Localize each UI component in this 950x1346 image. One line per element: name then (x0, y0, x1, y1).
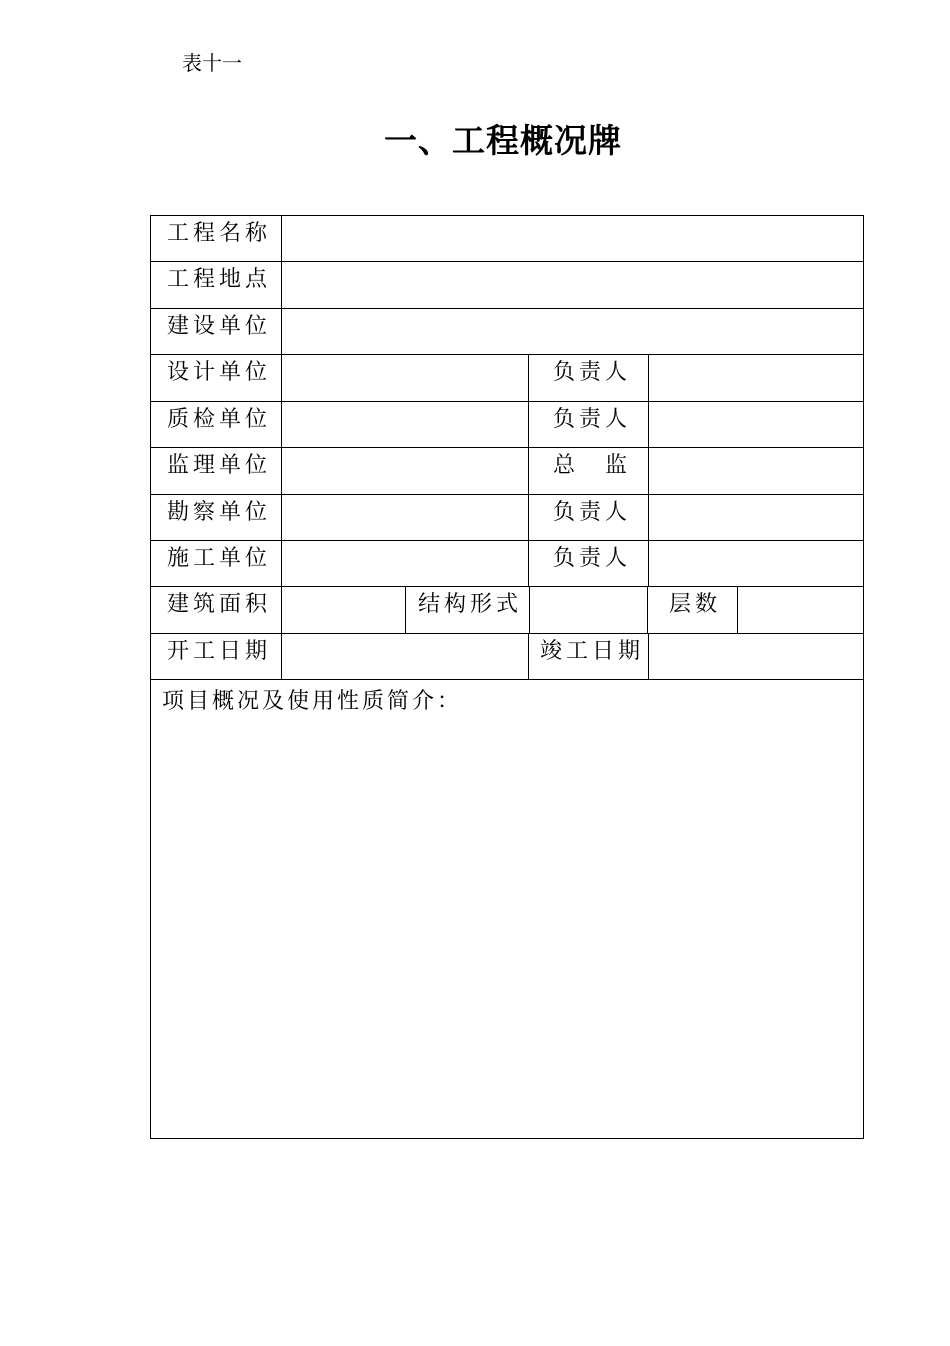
page-title: 一、工程概况牌 (384, 121, 622, 160)
chief-supervisor-label: 总 监 (553, 453, 632, 478)
column-divider (405, 586, 406, 633)
project-location-label: 工程地点 (167, 267, 272, 292)
construction-responsible-label: 负责人 (553, 546, 632, 571)
column-divider (648, 354, 649, 586)
column-divider (281, 215, 282, 679)
column-divider (528, 633, 529, 679)
row-divider (150, 494, 864, 495)
structure-type-label: 结构形式 (418, 592, 523, 617)
quality-responsible-label: 负责人 (553, 407, 632, 432)
column-divider (529, 586, 530, 633)
row-divider (150, 633, 864, 634)
completion-date-label: 竣工日期 (540, 639, 645, 664)
construction-unit-label: 施工单位 (167, 546, 272, 571)
row-divider (150, 447, 864, 448)
column-divider (528, 354, 529, 586)
table-number-label: 表十一 (182, 51, 242, 75)
form-border-bottom (150, 1138, 864, 1139)
design-responsible-label: 负责人 (553, 360, 632, 385)
row-divider (150, 354, 864, 355)
row-divider (150, 679, 864, 680)
row-divider (150, 261, 864, 262)
survey-responsible-label: 负责人 (553, 500, 632, 525)
row-divider (150, 540, 864, 541)
column-divider (737, 586, 738, 633)
quality-inspection-unit-label: 质检单位 (167, 407, 272, 432)
start-date-label: 开工日期 (167, 639, 272, 664)
survey-unit-label: 勘察单位 (167, 500, 272, 525)
project-info-form (150, 215, 864, 1139)
column-divider (648, 633, 649, 679)
form-border-top (150, 215, 864, 216)
building-area-label: 建筑面积 (167, 592, 272, 617)
supervision-unit-label: 监理单位 (167, 453, 272, 478)
row-divider (150, 401, 864, 402)
row-divider (150, 308, 864, 309)
project-name-label: 工程名称 (167, 221, 272, 246)
project-summary-label: 项目概况及使用性质简介： (162, 689, 463, 714)
column-divider (647, 586, 648, 633)
row-divider (150, 586, 864, 587)
floor-count-label: 层数 (669, 592, 722, 617)
developer-unit-label: 建设单位 (167, 314, 272, 339)
design-unit-label: 设计单位 (167, 360, 272, 385)
